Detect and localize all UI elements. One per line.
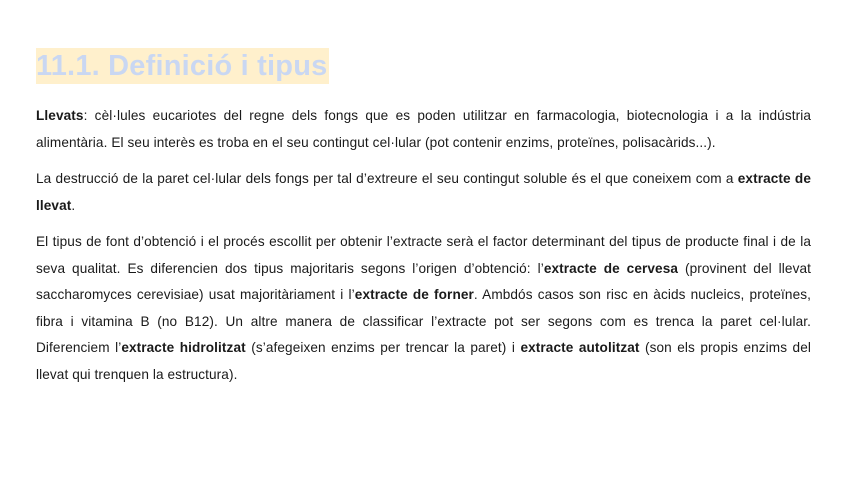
text-segment: . (71, 197, 76, 213)
term-extracte-de-forner: extracte de forner (354, 287, 474, 302)
text-segment: La destrucció de la paret cel·lular dels fongs per tal d’extreure el seu contingut soluble és el que coneixem com a (36, 171, 738, 186)
term-extracte-de-cervesa: extracte de cervesa (543, 260, 679, 276)
term-extracte-hidrolitzat: extracte hidrolitzat (121, 340, 246, 355)
text-segment: : cèl·lules eucariotes del regne dels fongs que es poden utilitzar en farmacologia, biotecnologia i a la indústria alimentària. El seu interès es troba en el seu contingut cel·lular (pot contenir enzims, proteïnes, polisacàrids...). (36, 108, 811, 150)
text-segment: (provinent del llevat saccharomyces cerevisiae) usat majoritàriament i l’ (36, 260, 812, 302)
paragraph-tipus (36, 229, 811, 388)
term-extracte-de-llevat: extracte de llevat (36, 171, 811, 213)
text-segment: . Ambdós casos son risc en àcids nucleics, proteïnes, fibra i vitamina B (no B12). Un altre manera de classificar l’extracte pot ser segons com es trenca la paret cel·lular. Diferenciem l’ (36, 287, 811, 355)
section-heading: 11.1. Definició i tipus (36, 50, 328, 82)
paragraph-llevats (36, 103, 811, 156)
text-segment: (s’afegeixen enzims per trencar la paret) i (245, 340, 521, 355)
text-segment: El tipus de font d’obtenció i el procés escollit per obtenir l’extracte serà el factor determinant del tipus de producte final i de la seva qualitat. Es diferencien dos tipus majoritaris segons l’origen d’obtenció: l’ (36, 234, 811, 276)
document-page (36, 48, 811, 398)
term-llevats: Llevats (36, 108, 84, 123)
term-extracte-autolitzat: extracte autolitzat (520, 340, 640, 355)
text-segment: (son els propis enzims del llevat qui trenquen la estructura). (36, 340, 811, 382)
paragraph-destruccio (36, 166, 811, 219)
